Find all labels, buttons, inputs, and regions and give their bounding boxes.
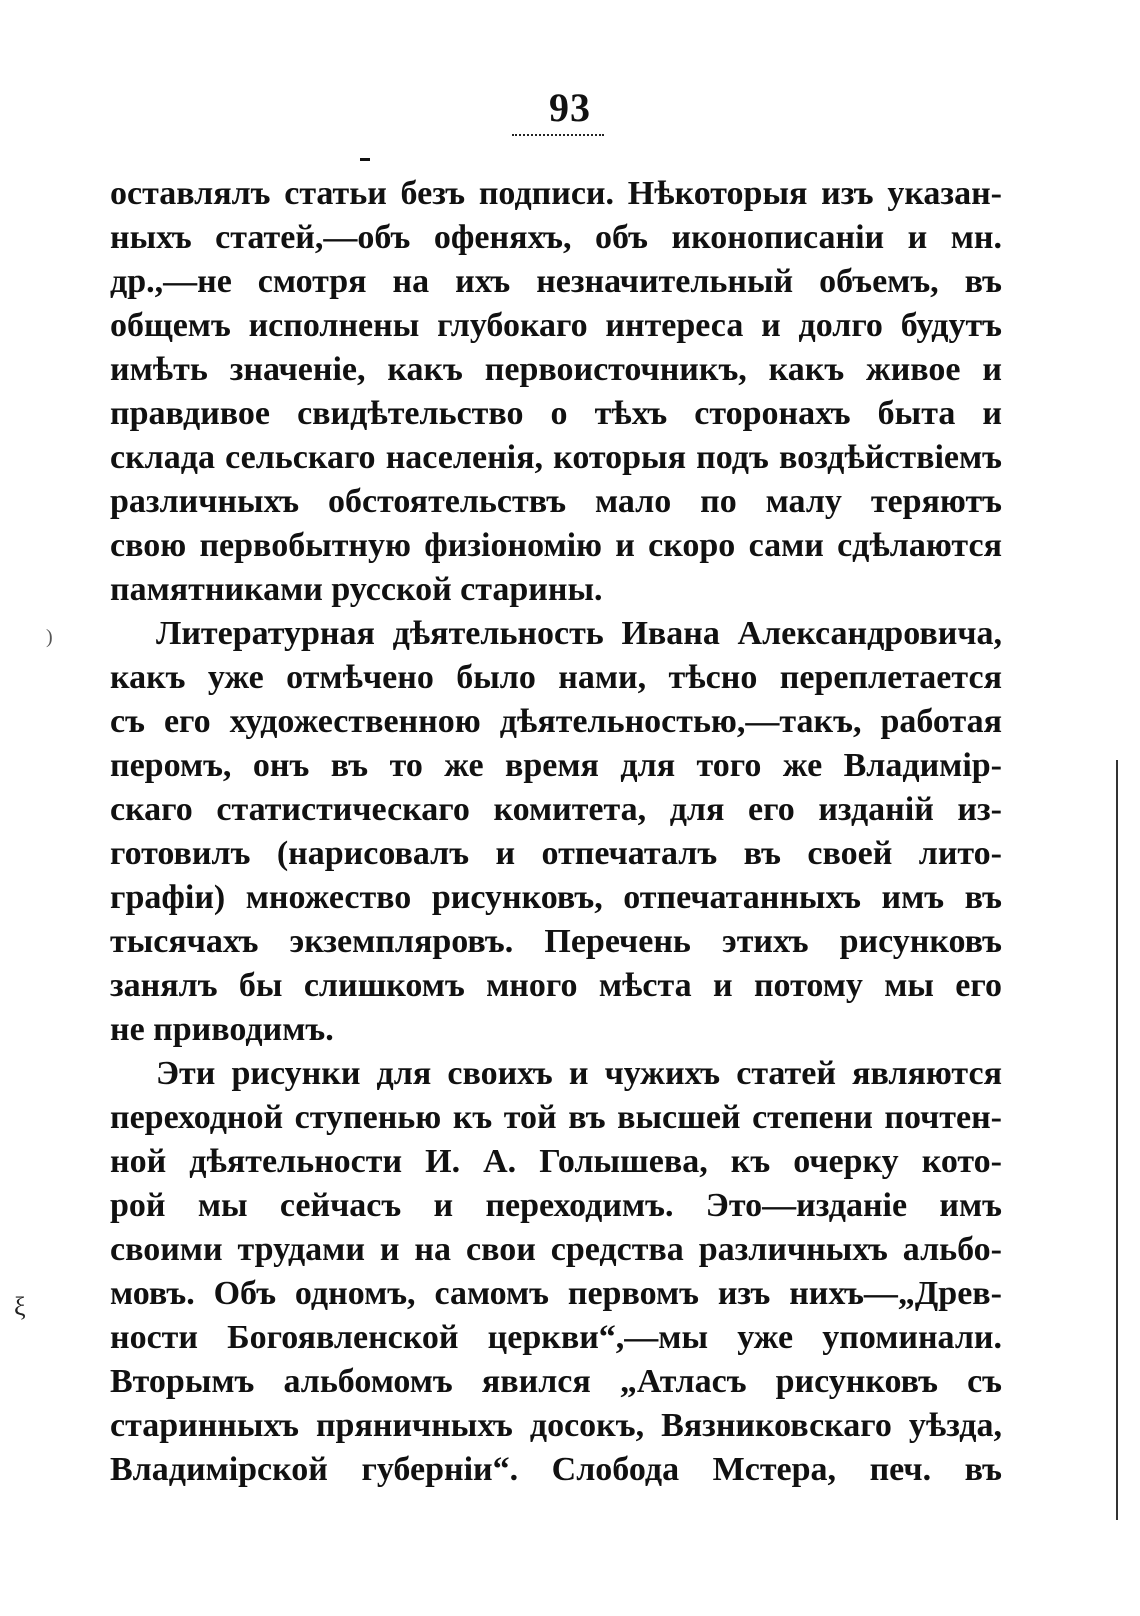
text-line: переходной ступенью къ той въ высшей степени почтен- (110, 1099, 1002, 1136)
text-line: не приводимъ. (110, 1011, 334, 1048)
text-line: какъ уже отмѣчено было нами, тѣсно переплетается (110, 659, 1002, 696)
text-line: склада сельскаго населенія, которыя подъ воздѣйствіемъ (110, 439, 1002, 476)
text-line: Эти рисунки для своихъ и чужихъ статей являются (156, 1055, 1002, 1092)
text-line: графіи) множество рисунковъ, отпечатанныхъ имъ въ (110, 879, 1002, 916)
text-line: съ его художественною дѣятельностью,—такъ, работая (110, 703, 1002, 740)
page-number-rule (512, 134, 604, 136)
text-line: ныхъ статей,—объ офеняхъ, объ иконописаніи и мн. (110, 219, 1002, 256)
text-line: Владимірской губерніи“. Слобода Мстера, печ. въ (110, 1451, 1002, 1488)
text-line: перомъ, онъ въ то же время для того же Владимір- (110, 747, 1002, 784)
paragraph-1 (110, 172, 1002, 612)
scan-edge-line (1116, 760, 1118, 1520)
text-line: мовъ. Объ одномъ, самомъ первомъ изъ нихъ—„Древ- (110, 1275, 1002, 1312)
text-line: правдивое свидѣтельство о тѣхъ сторонахъ быта и (110, 395, 1002, 432)
text-line: рой мы сейчасъ и переходимъ. Это—изданіе имъ (110, 1187, 1002, 1224)
text-line: своими трудами и на свои средства различныхъ альбо- (110, 1231, 1002, 1268)
text-line: ной дѣятельности И. А. Голышева, къ очерку кото- (110, 1143, 1002, 1180)
text-line: др.,—не смотря на ихъ незначительный объемъ, въ (110, 263, 1002, 300)
text-line: различныхъ обстоятельствъ мало по малу теряютъ (110, 483, 1002, 520)
text-line: Вторымъ альбомомъ явился „Атласъ рисунковъ съ (110, 1363, 1002, 1400)
text-line: имѣть значеніе, какъ первоисточникъ, какъ живое и (110, 351, 1002, 388)
text-line: оставлялъ статьи безъ подписи. Нѣкоторыя изъ указан- (110, 175, 1002, 212)
text-line: Литературная дѣятельность Ивана Александровича, (156, 615, 1002, 652)
text-line: свою первобытную физіономію и скоро сами сдѣлаются (110, 527, 1002, 564)
text-line: старинныхъ пряничныхъ досокъ, Вязниковскаго уѣзда, (110, 1407, 1002, 1444)
text-line: готовилъ (нарисовалъ и отпечаталъ въ своей лито- (110, 835, 1002, 872)
paragraph-2 (110, 612, 1002, 1052)
margin-mark: ξ (14, 1292, 26, 1321)
text-line: скаго статистическаго комитета, для его изданій из- (110, 791, 1002, 828)
text-line: тысячахъ экземпляровъ. Перечень этихъ рисунковъ (110, 923, 1002, 960)
paragraph-3 (110, 1052, 1002, 1492)
text-line: ности Богоявленской церкви“,—мы уже упоминали. (110, 1319, 1002, 1356)
page-number: 93 (549, 85, 591, 130)
text-line: общемъ исполнены глубокаго интереса и долго будутъ (110, 307, 1002, 344)
print-mark (360, 158, 370, 161)
margin-mark: ) (46, 626, 53, 648)
text-line: занялъ бы слишкомъ много мѣста и потому мы его (110, 967, 1002, 1004)
text-line: памятниками русской старины. (110, 571, 603, 608)
